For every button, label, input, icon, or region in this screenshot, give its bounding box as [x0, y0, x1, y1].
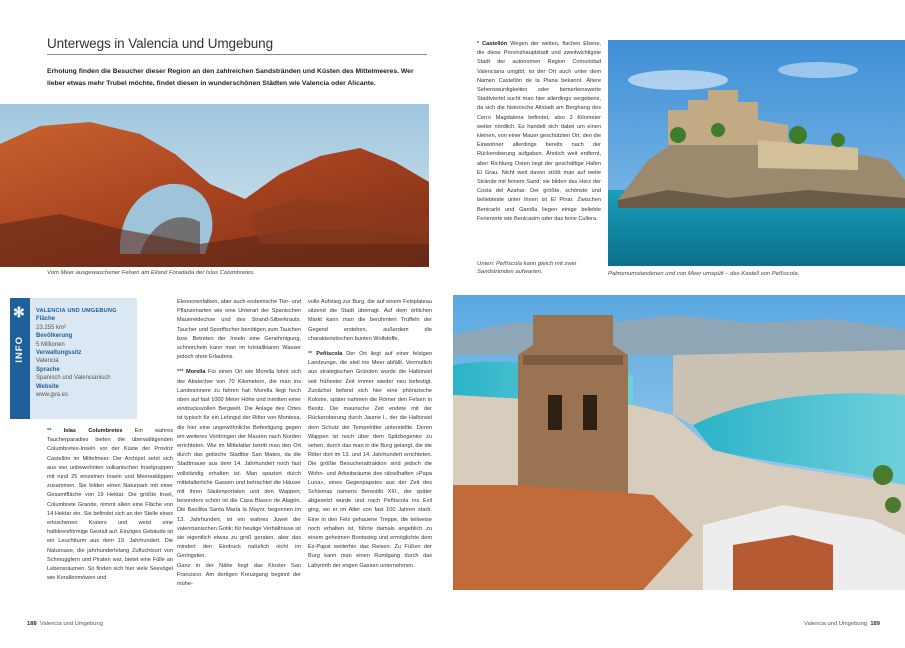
rating-stars: *: [477, 41, 480, 47]
peniscola-town-photo: [453, 295, 905, 590]
rating-stars: **: [308, 351, 313, 358]
info-area-label: Fläche: [36, 316, 56, 323]
rock-arch-photo: [0, 104, 429, 267]
section-heading: Peñíscola: [316, 351, 343, 358]
castle-photo-caption: Palmenumstandenen und von Meer umspült – das Kastell von Peñíscola.: [608, 271, 800, 277]
info-strip: [10, 298, 30, 419]
info-website-label: Website: [36, 383, 59, 390]
rating-stars: **: [47, 428, 52, 434]
body-text: Der Ort liegt auf einer felsigen Landzunge, die steil ins Meer abfällt. Vermutlich aus strategischen Gründen wurde die Halbinsel seit frühester Zeit immer wieder neu befestigt. Zunächst befand sich hier eine phönizische Kolonie, später nahmen die Römer den Felsen in Besitz. Die maurische Zeit endete mit der Rückeroberung durch Jaume I., der die Halbinsel dem Schutz der Tempelritter unterstellte. Deren Wappen ist noch über dem Spitzbogentor zu sehen, durch das man in die Burg gelangt, die die Ritter dort im 13. und 14. Jahrhundert errichteten. Die größte Besucherattraktion sind jedoch die Wohn- und Arbeitsräume des rätselhaften »Papa Luna«, eines Gegenpapstes aus der Zeit des Schismas namens Benedikt XIII., der später abgesetzt wurde und nach Peñíscola ins Exil ging, wo er im Alter von fast 100 Jahren starb. Eine in den Fels gehauene Treppe, die teilweise noch erhalten ist, führte damals angeblich zu einem geheimen Bootssteg und ermöglichte dem Ex-Papst weiterhin das Reisen. Zu Füßen der Burg kann man einen Rundgang durch das Labyrinth der engen Gassen unternehmen.: [308, 351, 432, 569]
text-column-1: [47, 427, 173, 583]
body-text: volle Aufstieg zur Burg, die auf einem Felsplateau sitzend die Stadt überragt. Auf dem örtlichen Markt kann man die berühmten Trüffeln der Gegend erstehen, außerdem die charakteristischen bunten Wollstoffe.: [308, 299, 432, 342]
text-column-castellon: [477, 40, 601, 224]
info-area-value: 23.255 km²: [36, 324, 67, 331]
section-heading: Castellón: [482, 41, 508, 47]
info-population-label: Bevölkerung: [36, 333, 73, 340]
right-footer: [804, 621, 880, 627]
info-capital-value: Valencia: [36, 358, 59, 365]
title-rule: [47, 54, 427, 55]
info-website-link[interactable]: www.gva.es: [36, 392, 69, 399]
info-language-value: Spanisch und Valencianisch: [36, 375, 111, 382]
town-photo-caption: Unten: Peñíscola kann gleich mit zwei Sandstränden aufwarten.: [477, 261, 577, 275]
running-title: Valencia und Umgebung: [39, 621, 103, 627]
page-title: Unterwegs in Valencia und Umgebung: [47, 36, 273, 51]
info-capital-label: Verwaltungssitz: [36, 350, 82, 357]
info-content: [36, 307, 135, 399]
rating-stars: ***: [177, 369, 184, 376]
body-text: Eleonorenfalken, aber auch endemische Tier- und Pflanzenarten wie eine Unterart der Spanischen Mauereidechse und des Strand-Silberkrauts. Taucher und Sportfischer benötigen zum Tauchen bzw. Betreten der Inseln eine Genehmigung, schnorcheln kann man im kristallklaren Wasser jedoch ohne Erlaubnis.: [177, 299, 301, 361]
running-title: Valencia und Umgebung: [804, 621, 868, 627]
info-label: INFO: [14, 336, 25, 363]
section-heading: Islas Columbretes: [63, 428, 123, 434]
body-text: Für einen Ort wie Morella lohnt sich der Abstecher von 70 Kilometern, die man ins Landesinnere zu fahren hat: Morella liegt hoch oben auf fast 1000 Meter Höhe und inmitten einer eindrucksvollen Bergwelt. Die Anlage des Ortes ist typisch für ein Lehngut der Ritter von Montesa, die hier eine ungewöhnliche Befestigung gegen ein weiteres Vordringen der Mauren nach Norden errichteten. Wie im Mittelalter betritt man den Ort durch das gotische Stadttor San Mateo, da die Stadtmauer aus dem 14. Jahrhundert noch fast vollständig erhalten ist. Man spaziert durch mittelalterliche Gassen und betrachtet die Häuser mit ihren Säulenportalen und den Wappen; besonders schön ist die Casa Blasco de Alagón. Die Basílika Santa María la Mayor, begonnen im 13. Jahrhundert, ist ein wahres Juwel der valencianischen Gotik; für heutige Verhältnisse ist sie eigentlich etwas zu groß geraten, aber das mindert den Eindruck natürlich nicht im Geringsten.: [177, 369, 301, 560]
page-number: 188: [27, 621, 37, 627]
left-footer: [27, 621, 103, 627]
body-text: Wegen der weiten, flachen Ebene, die diese Provinzhauptstadt und zweitwichtigste Stadt der autonomen Region Comunidad Valenciana umgibt, ist der Ort auch unter dem Namen Castellón de la Plana bekannt. Ältere Sehenswürdigkeiten oder bemerkenswerte Stadtviertel sucht man hier allerdings vergebens, da sich die historische Altstadt am Berghang des Cerro Magdalena befindet, also 3 Kilometer weiter nördlich. Es handelt sich dabei um einen kleinen, von einer Mauer geschützten Ort, den die Einwohner allerdings bereits nach der Rückeroberung aufgaben. Ähnlich weit entfernt, aber Richtung Osten liegt der geschäftige Hafen El Grau. Nicht weit davon stößt man auf weite Strände mit feinem Sand; sie bilden das Herz der Costa del Azahar. Der größte, schönste und beliebteste unter ihnen ist El Pinar. Zwischen Benicarló und Gandía liegen einige beliebte Ferienorte wie Benicasim oder das feine Cullera.: [477, 41, 601, 222]
text-column-2: [177, 298, 301, 589]
intro-text: Erholung finden die Besucher dieser Region an den zahlreichen Sandstränden und Küsten des Mittelmeeres. Wer lieber etwas mehr Trubel möchte, findet diesen in wunderschönen Städten wie Valencia oder Alicante.: [47, 68, 414, 87]
right-page: [453, 0, 905, 648]
castle-photo: [608, 40, 905, 266]
asterisk-icon: ✻: [13, 304, 25, 320]
info-language-label: Sprache: [36, 366, 60, 373]
body-text: Ein wahres Taucherparadies bieten die überwältigenden Columbretes-Inseln vor der Küste der Provinz Castellón im Mittelmeer. Der Archipel setzt sich aus vier unbewohnten vulkanischen Inselgruppen mit rund 25 einzelnen Inseln und Meeresklippen zusammen. Sie bilden einen Naturpark mit einer Gesamtfläche von 19 Hektar. Die größte Insel, Columbrete Grande, nimmt allein eine Fläche von 14 Hektar ein. Sie befindet sich an der Stelle eines erloschenen Kraters und weist eine halbkreisförmige Gestalt auf. Einziges Gebäude ist ein Leuchtturm aus dem 19. Jahrhundert. Die Naturoase, die jahrhundertelang Zufluchtsort von Schmugglern und Piraten war, bietet eine Fülle an Lebensräumen. So finden sich hier viele Seevögel wie Korallenmöwen und: [47, 428, 173, 582]
page-number: 189: [870, 621, 880, 627]
body-text: Ganz in der Nähe liegt das Kloster San Francisco. Am dortigen Kreuzgang beginnt der mühe-: [177, 562, 301, 588]
info-box: [10, 298, 137, 419]
rock-arch-caption: Vom Meer ausgewaschener Felsen am Eiland Foradada der Islas Columbretes.: [47, 270, 255, 276]
info-heading: VALENCIA UND UMGEBUNG: [36, 308, 117, 314]
info-population-value: 5 Millionen: [36, 341, 65, 348]
section-heading: Morella: [185, 369, 206, 376]
text-column-3: [308, 298, 432, 571]
